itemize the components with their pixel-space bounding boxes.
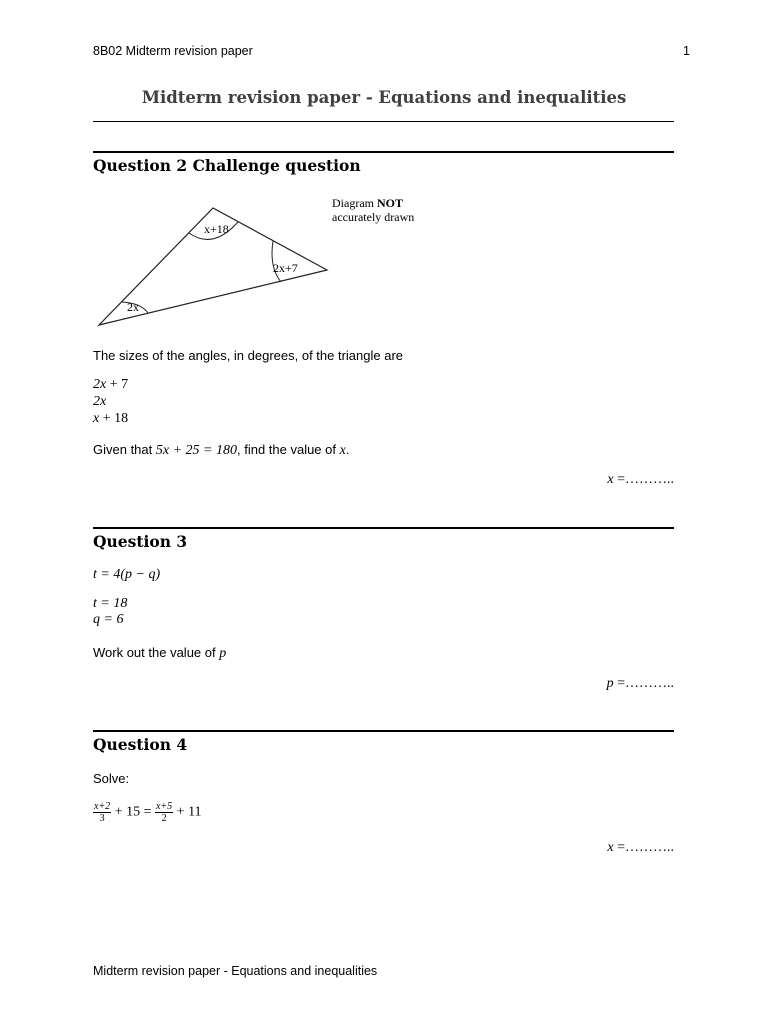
- document-title: Midterm revision paper - Equations and inequalities: [141, 88, 627, 107]
- diagram-note-bold: NOT: [376, 196, 403, 210]
- q2-expr-1: 2x + 7: [93, 377, 129, 392]
- q2-expr-3: x + 18: [93, 411, 129, 426]
- angle-label-right: 2x+7: [273, 261, 298, 275]
- q3-line-2: q = 6: [93, 612, 124, 627]
- q4-heading: Question 4: [93, 735, 188, 754]
- running-footer: Midterm revision paper - Equations and inequalities: [93, 964, 378, 978]
- q2-divider: [93, 151, 674, 153]
- q4-instruction: Solve:: [93, 771, 130, 786]
- q3-answer-line: p =………..: [606, 676, 674, 691]
- q4-equation: $\frac{x+2}{3}$ + 15 = $\frac{x+5}{2}$ + 11: [94, 801, 202, 824]
- q3-divider: [93, 527, 674, 529]
- page-number: 1: [683, 44, 690, 58]
- q3-heading: Question 3: [93, 532, 188, 551]
- angle-label-left: 2x: [127, 300, 139, 314]
- q4-answer-line: x =………..: [607, 840, 674, 855]
- q2-answer-line: x =………..: [607, 472, 674, 487]
- q4-fraction-2: $\frac{x+5}{2}$: [155, 801, 173, 824]
- q2-intro: The sizes of the angles, in degrees, of the triangle are: [93, 348, 404, 363]
- q2-heading: Question 2 Challenge question: [93, 156, 361, 175]
- angle-label-top: x+18: [204, 222, 229, 236]
- running-header: 8B02 Midterm revision paper: [93, 44, 253, 58]
- q3-formula: t = 4(p − q): [93, 567, 161, 582]
- diagram-note-line2: accurately drawn: [332, 210, 415, 224]
- q4-fraction-1: $\frac{x+2}{3}$: [94, 801, 111, 824]
- diagram-note-prefix: Diagram: [332, 196, 377, 210]
- q2-given: Given that 5x + 25 = 180, find the value of x.: [93, 442, 350, 458]
- q3-instruction: Work out the value of p: [93, 645, 227, 661]
- q3-line-1: t = 18: [93, 596, 128, 611]
- q4-divider: [93, 730, 674, 732]
- diagram-note: [332, 196, 414, 224]
- q2-expr-2: 2x: [93, 394, 107, 409]
- title-divider: [93, 121, 674, 122]
